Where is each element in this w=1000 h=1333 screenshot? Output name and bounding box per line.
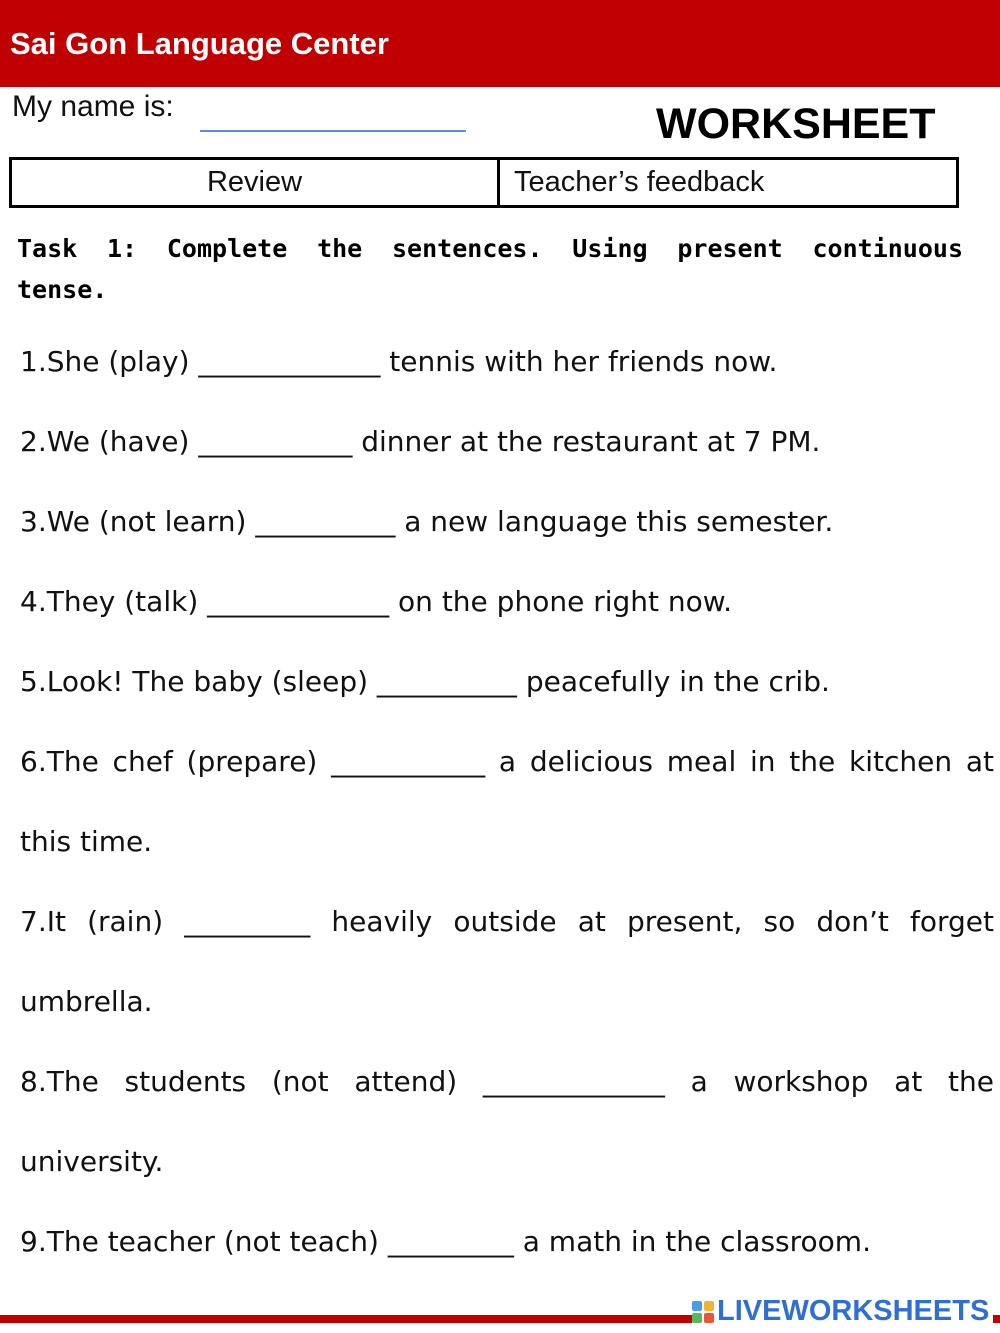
teacher-feedback-cell: Teacher’s feedback [514, 166, 765, 198]
sentence-3: 3.We (not learn) __________ a new language this semester. [20, 505, 834, 538]
sentence-6: 6.The chef (prepare) ___________ a delicious meal in the kitchen at this time. [20, 745, 994, 858]
sentence-4: 4.They (talk) _____________ on the phone right now. [20, 585, 732, 618]
sentence-list [20, 322, 994, 1282]
name-input[interactable] [200, 104, 466, 132]
liveworksheets-text: LIVEWORKSHEETS [717, 1295, 990, 1327]
name-label: My name is: [12, 90, 174, 123]
worksheet-title: WORKSHEET [656, 100, 936, 148]
sentence-2: 2.We (have) ___________ dinner at the restaurant at 7 PM. [20, 425, 821, 458]
liveworksheets-icon [692, 1301, 714, 1323]
center-title: Sai Gon Language Center [10, 26, 389, 61]
sentence-1: 1.She (play) _____________ tennis with her friends now. [20, 345, 778, 378]
sentence-5: 5.Look! The baby (sleep) __________ peacefully in the crib. [20, 665, 830, 698]
review-feedback-table [9, 157, 959, 208]
review-cell: Review [12, 160, 500, 205]
sentence-7: 7.It (rain) _________ heavily outside at present, so don’t forget umbrella. [20, 905, 994, 1018]
task-1-heading: Task 1: Complete the sentences. Using present continuous tense. [17, 234, 963, 304]
liveworksheets-logo [692, 1295, 993, 1328]
sentence-8: 8.The students (not attend) _____________ a workshop at the university. [20, 1065, 994, 1178]
sentence-9: 9.The teacher (not teach) _________ a math in the classroom. [20, 1225, 871, 1258]
